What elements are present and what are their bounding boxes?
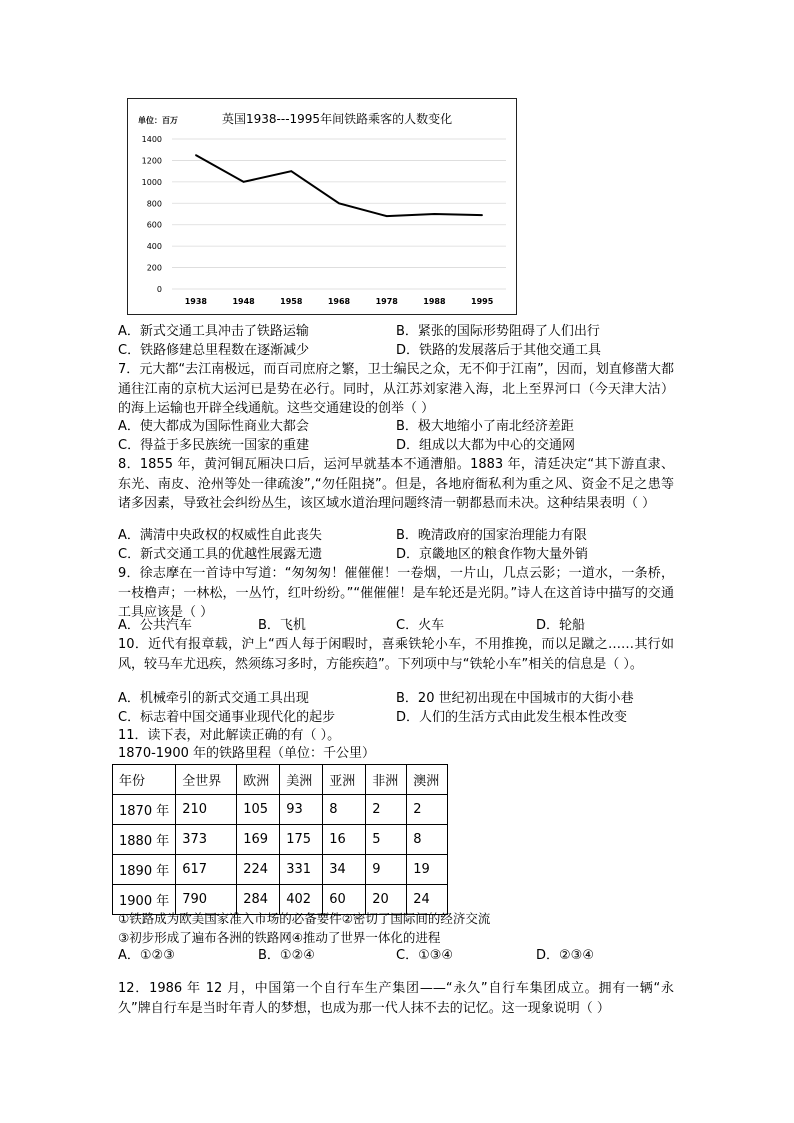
table-cell: 20 [366,885,407,915]
q9-option-d: D．轮船 [536,618,586,633]
data-point [195,154,197,156]
q6-option-b: B．紧张的国际形势阻碍了人们出行 [396,324,600,339]
table-cell: 284 [237,885,280,915]
table-cell: 617 [176,855,237,885]
q10-option-c: C．标志着中国交通事业现代化的起步 [118,710,336,725]
table-cell: 105 [237,795,280,825]
table-cell: 1870 年 [113,795,176,825]
data-point [386,215,388,217]
table-cell: 1880 年 [113,825,176,855]
table-cell: 2 [366,795,407,825]
table-cell: 93 [280,795,323,825]
x-tick-label: 1978 [375,297,398,306]
q9-option-c: C．火车 [396,618,445,633]
x-tick-label: 1988 [423,297,446,306]
q8-option-b: B．晚清政府的国家治理能力有限 [396,528,587,543]
q9-option-a: A．公共汽车 [118,618,192,633]
q10-option-b: B．20 世纪初出现在中国城市的大街小巷 [396,691,634,706]
q11-option-c: C．①③④ [396,948,454,963]
table-row [113,825,448,855]
q6-option-c: C．铁路修建总里程数在逐渐减少 [118,343,310,358]
table-header-cell: 美洲 [280,765,323,795]
x-tick-label: 1958 [280,297,303,306]
table-row [113,795,448,825]
q10-option-a: A．机械牵引的新式交通工具出现 [118,691,309,706]
table-cell: 1900 年 [113,885,176,915]
table-cell: 331 [280,855,323,885]
data-point [481,214,483,216]
table-cell: 373 [176,825,237,855]
table-cell: 16 [323,825,366,855]
table-cell: 24 [407,885,448,915]
line-chart [127,98,517,315]
q9-stem: 9．徐志摩在一首诗中写道：“匆匆匆！催催催！一卷烟，一片山，几点云影；一道水，一条桥，一枝橹声；一林松，一丛竹，红叶纷纷。”“催催催！是车轮还是光阴。”诗人在这首诗中描写的交通工具应该是（ ） [118,566,674,620]
q9-option-b: B．飞机 [258,618,306,633]
table-cell: 175 [280,825,323,855]
q11-option-b: B．①②④ [258,948,315,963]
table-cell: 8 [407,825,448,855]
table-cell: 9 [366,855,407,885]
table-header-cell: 全世界 [176,765,237,795]
q11-option-a: A．①②③ [118,948,175,963]
y-tick-label: 1400 [141,135,162,144]
q7-stem: 7．元大都“去江南极远，而百司庶府之繁，卫士编民之众，无不仰于江南”，因而，划直修凿大都通往江南的京杭大运河已是势在必行。同时，从江苏刘家港入海，北上至界河口（今天津大沽）的海上运输也开辟全线通航。这些交通建设的创举（ ） [118,362,674,416]
q8-option-a: A．满清中央政权的权威性自此丧失 [118,528,322,543]
table-cell: 169 [237,825,280,855]
q10-stem: 10．近代有报章载，沪上“西人每于闲暇时，喜乘铁轮小车，不用推挽，而以足蹴之……其行如风，较马车尤迅疾，然须练习多时，方能疾趋”。下列项中与“铁轮小车”相关的信息是（ ）。 [118,637,674,672]
table-cell: 19 [407,855,448,885]
railway-table [112,764,448,915]
data-point [338,202,340,204]
q11-table-caption: 1870-1900 年的铁路里程（单位：千公里） [118,746,375,761]
table-header-cell: 欧洲 [237,765,280,795]
chart-canvas [128,99,516,314]
x-tick-label: 1968 [327,297,351,306]
table-header-cell: 澳洲 [407,765,448,795]
q12-stem: 12．1986 年 12 月，中国第一个自行车生产集团——“永久”自行车集团成立。拥有一辆“永久”牌自行车是当时年青人的梦想，也成为那一代人抹不去的记忆。这一现象说明（ ） [118,981,674,1016]
q11-note-2: ③初步形成了遍布各洲的铁路网④推动了世界一体化的进程 [118,930,441,945]
q11-stem: 11．读下表，对此解读正确的有（ ）。 [118,728,341,743]
x-tick-label: 1948 [232,297,255,306]
table-header-cell: 年份 [113,765,176,795]
q10-option-d: D．人们的生活方式由此发生根本性改变 [396,710,628,725]
table-cell: 60 [323,885,366,915]
table-cell: 34 [323,855,366,885]
table-cell: 8 [323,795,366,825]
y-tick-label: 400 [146,242,162,252]
x-tick-label: 1995 [471,297,494,306]
table-header-cell: 非洲 [366,765,407,795]
table-header-cell: 亚洲 [323,765,366,795]
q8-stem: 8．1855 年，黄河铜瓦厢决口后，运河早就基本不通漕船。1883 年，清廷决定“其下游直隶、东光、南皮、沧州等处一律疏浚”,“勿任阻挠”。但是，各地府衙私利为重之风、资金不足之患等诸多因素，导致社会纠纷丛生，该区域水道治理问题终清一朝都悬而未决。这种结果表明（ ） [118,457,674,511]
q6-option-a: A．新式交通工具冲击了铁路运输 [118,324,309,339]
q11-option-d: D．②③④ [536,948,594,963]
x-tick-label: 1938 [184,297,207,306]
q7-option-d: D．组成以大都为中心的交通网 [396,438,576,453]
table-header-row [113,765,448,795]
data-point [290,170,292,172]
chart-title: 英国1938---1995年间铁路乘客的人数变化 [222,112,453,126]
table-row [113,855,448,885]
y-tick-label: 1200 [141,156,162,166]
table-cell: 5 [366,825,407,855]
table-cell: 224 [237,855,280,885]
table-cell: 790 [176,885,237,915]
y-tick-label: 200 [146,263,162,273]
y-tick-label: 0 [156,285,162,294]
y-tick-label: 1000 [141,177,162,187]
q11-note-1: ①铁路成为欧美国家准入市场的必备要件②密切了国际间的经济交流 [118,911,491,926]
q7-option-b: B．极大地缩小了南北经济差距 [396,419,574,434]
q8-option-d: D．京畿地区的粮食作物大量外销 [396,547,589,562]
data-point [434,213,436,215]
q7-option-a: A．使大都成为国际性商业大都会 [118,419,309,434]
table-cell: 210 [176,795,237,825]
chart-unit-label: 单位：百万 [138,116,178,125]
table-cell: 2 [407,795,448,825]
data-point [243,181,245,183]
table-cell: 1890 年 [113,855,176,885]
table-cell: 402 [280,885,323,915]
y-tick-label: 800 [146,199,162,209]
q6-option-d: D．铁路的发展落后于其他交通工具 [396,343,602,358]
q7-option-c: C．得益于多民族统一国家的重建 [118,438,310,453]
series-line [196,155,482,216]
y-tick-label: 600 [146,220,162,230]
q8-option-c: C．新式交通工具的优越性展露无遗 [118,547,323,562]
